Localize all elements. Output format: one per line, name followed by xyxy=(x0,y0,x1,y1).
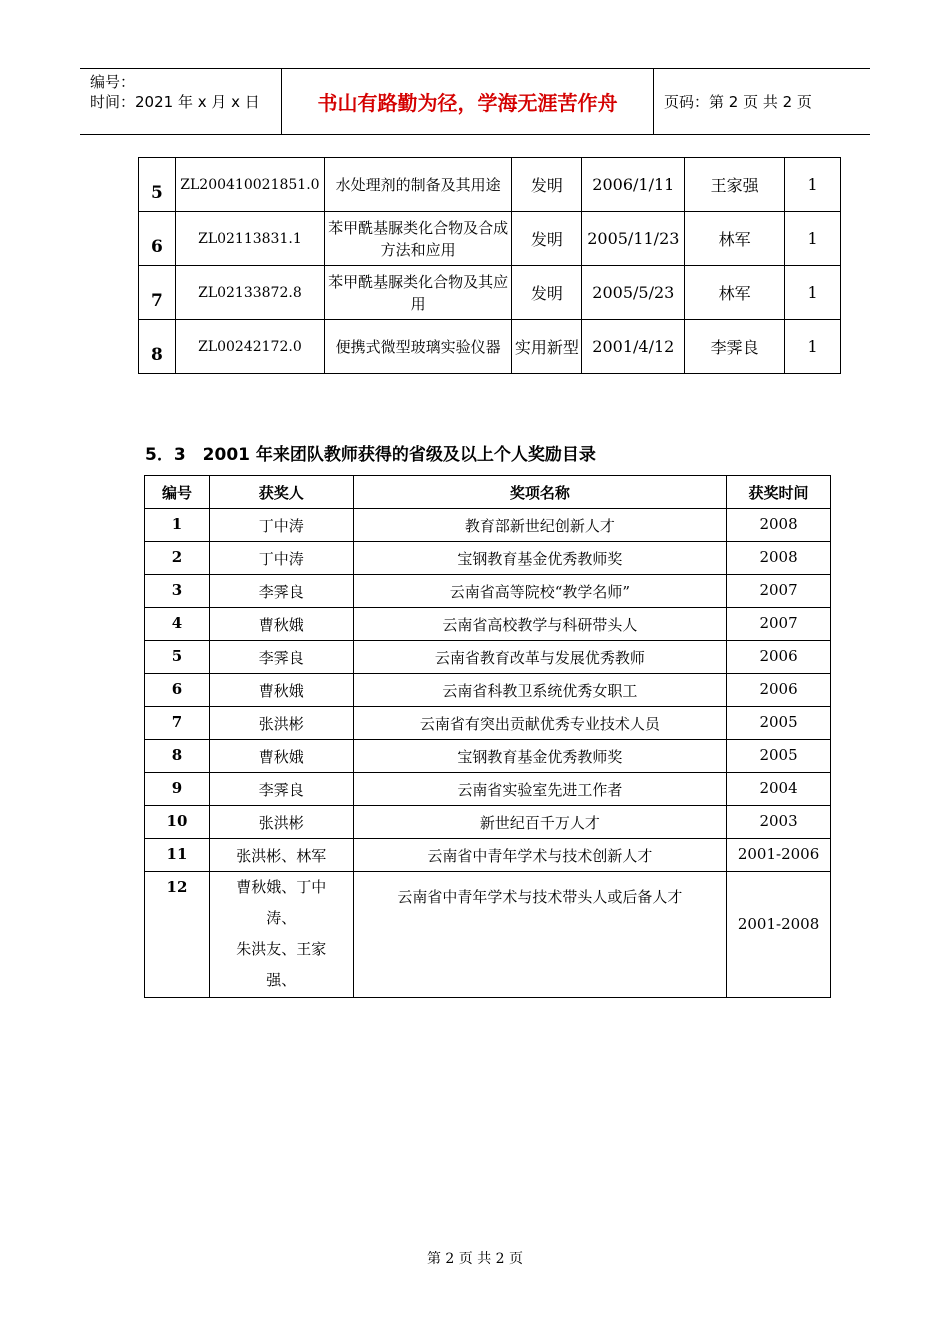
award-no: 3 xyxy=(145,575,210,608)
award-name: 云南省有突出贡献优秀专业技术人员 xyxy=(353,707,726,740)
patent-type: 发明 xyxy=(512,266,582,320)
award-person: 曹秋娥 xyxy=(209,740,353,773)
page-footer: 第 2 页 共 2 页 xyxy=(426,1251,524,1267)
award-no: 5 xyxy=(145,641,210,674)
header-page: 页码：第 2 页 共 2 页 xyxy=(664,93,812,111)
table-row xyxy=(145,509,831,542)
patent-count: 1 xyxy=(785,266,841,320)
table-row xyxy=(145,641,831,674)
award-year: 2006 xyxy=(727,641,831,674)
patent-inventor: 林军 xyxy=(685,266,785,320)
patent-table xyxy=(138,157,841,374)
award-year: 2008 xyxy=(727,542,831,575)
award-person: 张洪彬 xyxy=(209,707,353,740)
patent-code: ZL200410021851.0 xyxy=(175,158,324,212)
award-year: 2001-2008 xyxy=(727,872,831,998)
award-year: 2007 xyxy=(727,608,831,641)
patent-title: 便携式微型玻璃实验仪器 xyxy=(324,320,512,374)
award-name: 宝钢教育基金优秀教师奖 xyxy=(353,542,726,575)
patent-inventor: 王家强 xyxy=(685,158,785,212)
patent-code: ZL02133872.8 xyxy=(175,266,324,320)
award-person: 张洪彬 xyxy=(209,806,353,839)
table-row xyxy=(139,212,841,266)
patent-count: 1 xyxy=(785,158,841,212)
patent-count: 1 xyxy=(785,320,841,374)
col-header-year: 获奖时间 xyxy=(727,476,831,509)
header-time: 时间：2021 年 x 月 x 日 xyxy=(90,93,260,111)
award-year: 2003 xyxy=(727,806,831,839)
col-header-award: 奖项名称 xyxy=(353,476,726,509)
award-person xyxy=(209,872,353,998)
patent-no: 6 xyxy=(139,212,176,266)
patent-title: 苯甲酰基脲类化合物及合成方法和应用 xyxy=(324,212,512,266)
table-row xyxy=(139,266,841,320)
award-year: 2005 xyxy=(727,707,831,740)
award-year: 2007 xyxy=(727,575,831,608)
awards-header-row xyxy=(145,476,831,509)
header-meta xyxy=(80,69,282,134)
table-row xyxy=(145,608,831,641)
patent-code: ZL02113831.1 xyxy=(175,212,324,266)
patent-inventor: 李霁良 xyxy=(685,320,785,374)
table-row xyxy=(145,872,831,998)
award-name: 云南省教育改革与发展优秀教师 xyxy=(353,641,726,674)
patent-date: 2005/11/23 xyxy=(582,212,685,266)
award-year: 2005 xyxy=(727,740,831,773)
patent-no: 8 xyxy=(139,320,176,374)
table-row xyxy=(145,740,831,773)
award-name: 云南省科教卫系统优秀女职工 xyxy=(353,674,726,707)
awards-table xyxy=(144,475,831,998)
award-no: 7 xyxy=(145,707,210,740)
award-person: 曹秋娥 xyxy=(209,674,353,707)
col-header-person: 获奖人 xyxy=(209,476,353,509)
award-name: 云南省高校教学与科研带头人 xyxy=(353,608,726,641)
award-no: 9 xyxy=(145,773,210,806)
award-no: 6 xyxy=(145,674,210,707)
award-year: 2006 xyxy=(727,674,831,707)
patent-title: 水处理剂的制备及其用途 xyxy=(324,158,512,212)
header-motto: 书山有路勤为径，学海无涯苦作舟 xyxy=(282,69,654,134)
patent-code: ZL00242172.0 xyxy=(175,320,324,374)
award-name: 教育部新世纪创新人才 xyxy=(353,509,726,542)
award-name: 云南省中青年学术与技术创新人才 xyxy=(353,839,726,872)
award-no: 4 xyxy=(145,608,210,641)
patent-title: 苯甲酰基脲类化合物及其应用 xyxy=(324,266,512,320)
table-row xyxy=(145,674,831,707)
award-no: 1 xyxy=(145,509,210,542)
patent-no: 7 xyxy=(139,266,176,320)
award-year: 2001-2006 xyxy=(727,839,831,872)
table-row xyxy=(145,575,831,608)
table-row xyxy=(145,839,831,872)
table-row xyxy=(145,707,831,740)
award-person: 李霁良 xyxy=(209,641,353,674)
patent-inventor: 林军 xyxy=(685,212,785,266)
award-no: 12 xyxy=(145,872,210,998)
award-no: 10 xyxy=(145,806,210,839)
patent-no: 5 xyxy=(139,158,176,212)
award-person: 丁中涛 xyxy=(209,509,353,542)
award-year: 2004 xyxy=(727,773,831,806)
award-name: 云南省高等院校“教学名师” xyxy=(353,575,726,608)
patent-date: 2001/4/12 xyxy=(582,320,685,374)
table-row xyxy=(145,806,831,839)
award-year: 2008 xyxy=(727,509,831,542)
section-title: 5．3 2001 年来团队教师获得的省级及以上个人奖励目录 xyxy=(145,445,596,465)
table-row xyxy=(145,773,831,806)
patent-type: 发明 xyxy=(512,212,582,266)
header-number: 编号： xyxy=(90,73,136,91)
table-row xyxy=(145,542,831,575)
patent-date: 2006/1/11 xyxy=(582,158,685,212)
table-row xyxy=(139,158,841,212)
patent-type: 发明 xyxy=(512,158,582,212)
patent-date: 2005/5/23 xyxy=(582,266,685,320)
award-no: 11 xyxy=(145,839,210,872)
award-person-line: 曹秋娥、丁中 xyxy=(236,878,327,896)
award-no: 2 xyxy=(145,542,210,575)
table-row xyxy=(139,320,841,374)
patent-type: 实用新型 xyxy=(512,320,582,374)
award-no: 8 xyxy=(145,740,210,773)
patent-count: 1 xyxy=(785,212,841,266)
award-person: 丁中涛 xyxy=(209,542,353,575)
award-person: 曹秋娥 xyxy=(209,608,353,641)
award-name: 宝钢教育基金优秀教师奖 xyxy=(353,740,726,773)
award-person-line: 涛、 xyxy=(266,909,297,927)
award-person: 李霁良 xyxy=(209,575,353,608)
award-name: 云南省实验室先进工作者 xyxy=(353,773,726,806)
award-name: 云南省中青年学术与技术带头人或后备人才 xyxy=(353,872,726,998)
col-header-no: 编号 xyxy=(145,476,210,509)
award-person: 张洪彬、林军 xyxy=(209,839,353,872)
page-header xyxy=(80,68,870,135)
award-name: 新世纪百千万人才 xyxy=(353,806,726,839)
award-person-line: 强、 xyxy=(266,971,297,989)
award-person: 李霁良 xyxy=(209,773,353,806)
award-person-line: 朱洪友、王家 xyxy=(236,940,327,958)
